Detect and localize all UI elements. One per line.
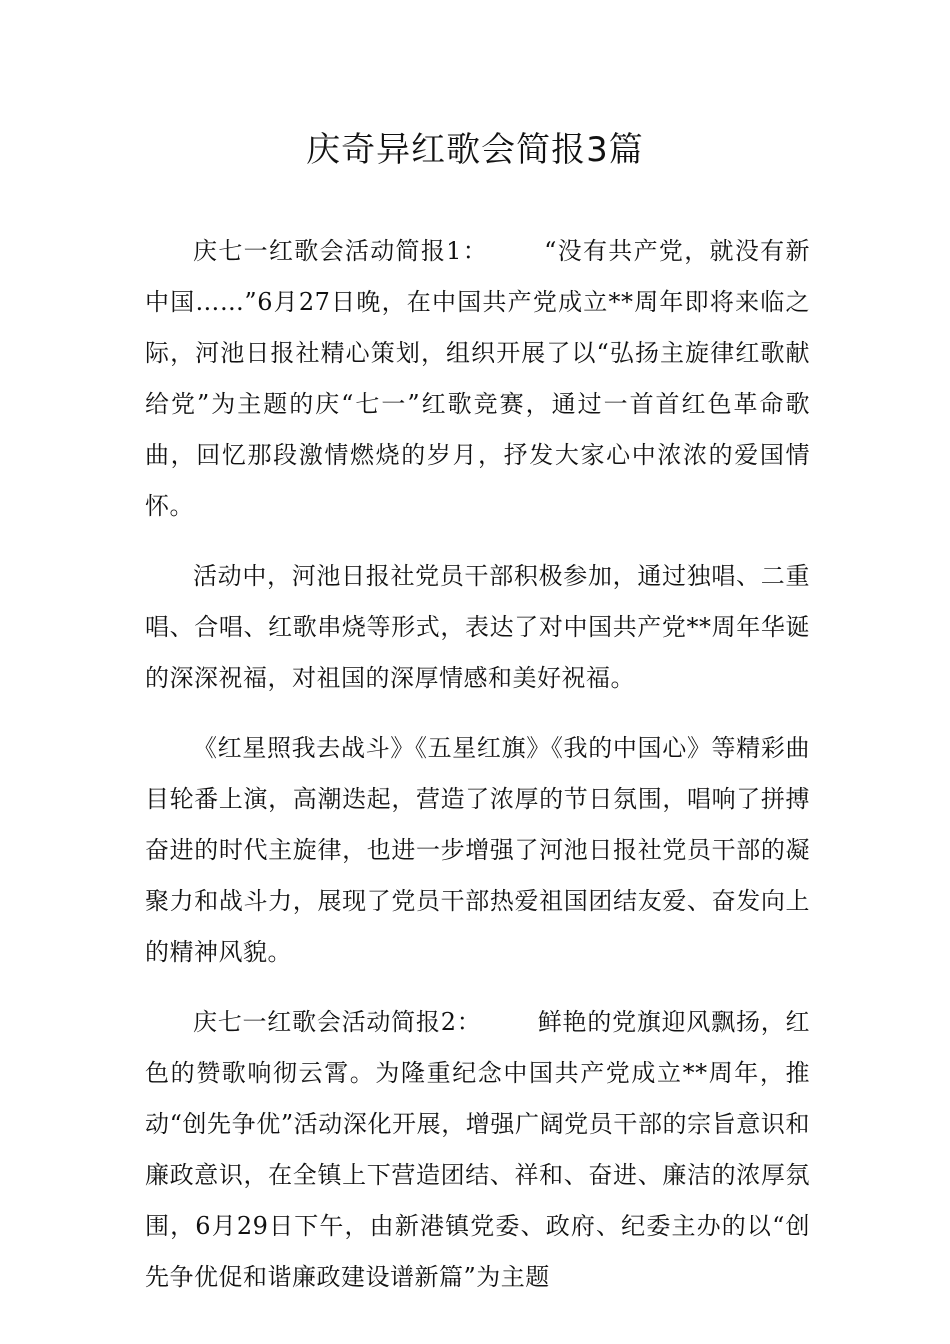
document-body bbox=[145, 226, 810, 1303]
paragraph-text-1: “没有共产党，就没有新中国……”6月27日晚，在中国共产党成立**周年即将来临之际，河池日报社精心策划，组织开展了以“弘扬主旋律红歌献给党”为主题的庆“七一”红歌竞赛，通过一首首红色革命歌曲，回忆那段激情燃烧的岁月，抒发大家心中浓浓的爱国情怀。 bbox=[145, 237, 810, 520]
section-label-1: 庆七一红歌会活动简报1： bbox=[193, 237, 489, 265]
paragraph-4 bbox=[145, 997, 810, 1303]
paragraph-text-2: 活动中，河池日报社党员干部积极参加，通过独唱、二重唱、合唱、红歌串烧等形式，表达了对中国共产党**周年华诞的深深祝福，对祖国的深厚情感和美好祝福。 bbox=[145, 562, 810, 692]
paragraph-2 bbox=[145, 551, 810, 704]
paragraph-text-4: 鲜艳的党旗迎风飘扬，红色的赞歌响彻云霄。为隆重纪念中国共产党成立**周年，推动“创先争优”活动深化开展，增强广阔党员干部的宗旨意识和廉政意识，在全镇上下营造团结、祥和、奋进、廉洁的浓厚氛围，6月29日下午，由新港镇党委、政府、纪委主办的以“创先争优促和谐廉政建设谱新篇”为主题 bbox=[145, 1008, 810, 1291]
section-label-2: 庆七一红歌会活动简报2： bbox=[193, 1008, 482, 1036]
document-title: 庆奇异红歌会简报3篇 bbox=[306, 130, 644, 170]
paragraph-1 bbox=[145, 226, 810, 532]
paragraph-text-3: 《红星照我去战斗》《五星红旗》《我的中国心》等精彩曲目轮番上演，高潮迭起，营造了浓厚的节日氛围，唱响了拼搏奋进的时代主旋律，也进一步增强了河池日报社党员干部的凝聚力和战斗力，展现了党员干部热爱祖国团结友爱、奋发向上的精神风貌。 bbox=[145, 734, 810, 966]
paragraph-3 bbox=[145, 723, 810, 978]
